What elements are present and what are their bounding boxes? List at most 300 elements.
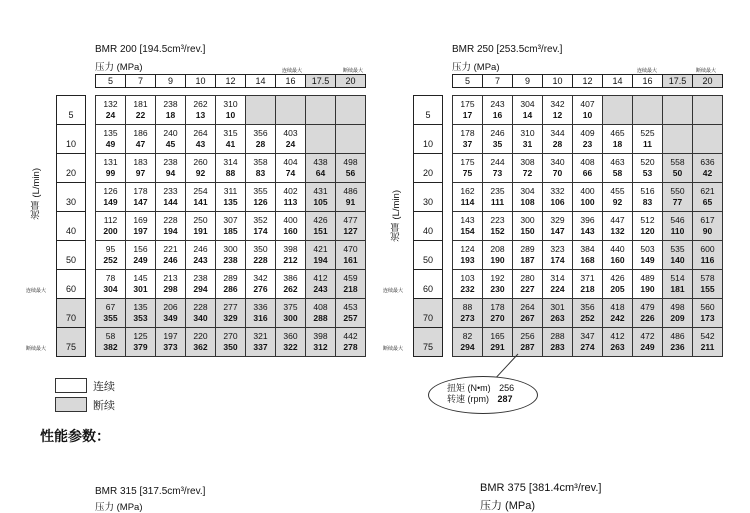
torque-value: 238 [193, 273, 208, 283]
speed-value: 161 [343, 255, 358, 265]
torque-value: 426 [313, 215, 328, 225]
speed-value: 174 [550, 255, 565, 265]
speed-value: 353 [133, 313, 148, 323]
torque-value: 175 [460, 99, 475, 109]
pressure-header-cell: 16 [276, 75, 306, 88]
speed-value: 151 [313, 226, 328, 236]
torque-value: 181 [133, 99, 148, 109]
speed-value: 31 [522, 139, 533, 149]
speed-value: 18 [612, 139, 623, 149]
data-cell [603, 212, 633, 241]
data-cell [126, 96, 156, 125]
torque-value: 514 [670, 273, 685, 283]
data-cell [453, 183, 483, 212]
torque-value: 264 [193, 128, 208, 138]
torque-value: 403 [283, 128, 298, 138]
speed-value: 99 [105, 168, 116, 178]
speed-value: 47 [135, 139, 146, 149]
speed-value: 200 [103, 226, 118, 236]
torque-value: 315 [223, 128, 238, 138]
torque-value: 463 [610, 157, 625, 167]
data-cell [336, 212, 366, 241]
data-cell [336, 96, 366, 125]
flow-row-label [57, 328, 86, 357]
data-cell [276, 270, 306, 299]
data-cell [513, 125, 543, 154]
speed-value: 83 [642, 197, 653, 207]
torque-value: 132 [103, 99, 118, 109]
speed-value: 45 [165, 139, 176, 149]
data-cell [246, 328, 276, 357]
data-cell [573, 125, 603, 154]
speed-value: 94 [165, 168, 176, 178]
data-cell [276, 125, 306, 154]
data-cell [573, 270, 603, 299]
torque-value: 400 [283, 215, 298, 225]
flow-inter-max-tag-left: 断续最大 [26, 346, 47, 352]
torque-value: 617 [700, 215, 715, 225]
torque-value: 360 [283, 331, 298, 341]
pressure-header-cell: 17.5 [306, 75, 336, 88]
data-cell [96, 299, 126, 328]
data-cell [573, 154, 603, 183]
torque-value: 308 [520, 157, 535, 167]
data-cell [156, 328, 186, 357]
data-cell [543, 270, 573, 299]
data-cell [216, 96, 246, 125]
speed-value: 100 [580, 197, 595, 207]
torque-value: 342 [550, 99, 565, 109]
speed-value: 160 [610, 255, 625, 265]
data-cell [573, 212, 603, 241]
data-cell [633, 328, 663, 357]
data-cell [126, 241, 156, 270]
table-row [96, 241, 366, 270]
data-cell [306, 125, 336, 154]
speed-value: 10 [225, 110, 236, 120]
speed-value: 257 [343, 313, 358, 323]
speed-value: 141 [193, 197, 208, 207]
torque-value: 386 [283, 273, 298, 283]
data-cell [633, 270, 663, 299]
data-cell [693, 183, 723, 212]
speed-value: 120 [640, 226, 655, 236]
table-row [453, 241, 723, 270]
speed-value: 273 [460, 313, 475, 323]
speed-value: 56 [345, 168, 356, 178]
speed-value: 349 [163, 313, 178, 323]
torque-value: 82 [462, 331, 473, 341]
torque-value: 233 [163, 186, 178, 196]
speed-value: 24 [285, 139, 296, 149]
data-cell [186, 299, 216, 328]
speed-value: 140 [670, 255, 685, 265]
data-cell [633, 212, 663, 241]
data-cell [336, 154, 366, 183]
pressure-header-cell: 9 [513, 75, 543, 88]
speed-value: 304 [103, 284, 118, 294]
speed-value: 35 [492, 139, 503, 149]
speed-value: 91 [345, 197, 356, 207]
table-row [96, 328, 366, 357]
speed-value: 291 [490, 342, 505, 352]
speed-value: 22 [135, 110, 146, 120]
flow-value: 10 [422, 139, 433, 149]
torque-value: 560 [700, 302, 715, 312]
data-cell [633, 96, 663, 125]
speed-value: 267 [520, 313, 535, 323]
flow-value: 5 [68, 110, 74, 120]
speed-value: 181 [670, 284, 685, 294]
torque-value: 465 [610, 128, 625, 138]
data-cell [543, 212, 573, 241]
flow-cont-max-tag-right: 连续最大 [383, 288, 404, 294]
data-cell [453, 212, 483, 241]
torque-value: 347 [580, 331, 595, 341]
torque-value: 344 [550, 128, 565, 138]
legend-intermittent-label: 断续 [93, 400, 115, 412]
flow-row-label [414, 183, 443, 212]
speed-value: 283 [550, 342, 565, 352]
torque-value: 125 [133, 331, 148, 341]
torque-value: 525 [640, 128, 655, 138]
speed-value: 13 [195, 110, 206, 120]
data-cell [276, 154, 306, 183]
speed-value: 205 [610, 284, 625, 294]
speed-value: 190 [640, 284, 655, 294]
table-row [96, 125, 366, 154]
torque-value: 301 [550, 302, 565, 312]
data-cell [246, 125, 276, 154]
data-cell [513, 154, 543, 183]
flow-row-label [414, 96, 443, 125]
data-cell [603, 125, 633, 154]
speed-value: 116 [700, 255, 715, 265]
pressure-unit-label-bottom-right: 压力 (MPa) [480, 500, 535, 512]
torque-value: 135 [133, 302, 148, 312]
torque-value: 400 [580, 186, 595, 196]
torque-value: 371 [580, 273, 595, 283]
table-row [96, 212, 366, 241]
pressure-header-cell: 9 [156, 75, 186, 88]
data-cell [126, 270, 156, 299]
speed-value: 190 [490, 255, 505, 265]
speed-value: 83 [255, 168, 266, 178]
speed-value: 114 [460, 197, 475, 207]
speed-value: 185 [223, 226, 238, 236]
data-cell [156, 183, 186, 212]
torque-value: 197 [163, 331, 178, 341]
data-cell [216, 212, 246, 241]
legend-continuous-swatch [55, 378, 87, 393]
data-cell [126, 212, 156, 241]
speed-value: 14 [522, 110, 533, 120]
flow-unit-label-right: 流量 (L/min) [391, 190, 402, 242]
callout-torque-value: 256 [499, 383, 515, 393]
flow-column-right [413, 95, 443, 357]
speed-value: 108 [520, 197, 535, 207]
data-cell [483, 270, 513, 299]
data-cell [543, 241, 573, 270]
data-cell [633, 125, 663, 154]
speed-value: 294 [193, 284, 208, 294]
torque-value: 135 [103, 128, 118, 138]
torque-value: 264 [520, 302, 535, 312]
flow-row-label [57, 154, 86, 183]
flow-value: 10 [65, 139, 76, 149]
data-cell [276, 328, 306, 357]
speed-value: 149 [640, 255, 655, 265]
torque-value: 220 [193, 331, 208, 341]
torque-value: 260 [193, 157, 208, 167]
data-cell [336, 241, 366, 270]
data-cell [306, 270, 336, 299]
speed-value: 382 [103, 342, 118, 352]
torque-value: 228 [193, 302, 208, 312]
speed-value: 49 [105, 139, 116, 149]
speed-value: 143 [580, 226, 595, 236]
data-cell [693, 299, 723, 328]
torque-value: 254 [193, 186, 208, 196]
data-cell [543, 154, 573, 183]
data-cell [246, 183, 276, 212]
torque-value: 246 [193, 244, 208, 254]
speed-value: 242 [610, 313, 625, 323]
torque-value: 453 [343, 302, 358, 312]
speed-value: 18 [165, 110, 176, 120]
data-cell [186, 241, 216, 270]
flow-value: 60 [422, 284, 433, 294]
performance-table-bmr250 [452, 95, 723, 357]
speed-value: 106 [550, 197, 565, 207]
data-cell [693, 241, 723, 270]
speed-value: 43 [195, 139, 206, 149]
speed-value: 12 [552, 110, 563, 120]
performance-table-bmr200 [95, 95, 366, 357]
flow-row-label [57, 241, 86, 270]
data-cell [216, 270, 246, 299]
torque-value: 213 [163, 273, 178, 283]
data-cell [633, 299, 663, 328]
torque-value: 256 [520, 331, 535, 341]
data-cell [663, 154, 693, 183]
speed-value: 28 [255, 139, 266, 149]
data-cell [96, 328, 126, 357]
pressure-header-cell: 17.5 [663, 75, 693, 88]
speed-value: 276 [253, 284, 268, 294]
speed-value: 329 [223, 313, 238, 323]
flow-value: 30 [65, 197, 76, 207]
speed-value: 174 [253, 226, 268, 236]
speed-value: 149 [103, 197, 118, 207]
data-cell [96, 212, 126, 241]
data-cell [483, 125, 513, 154]
speed-value: 243 [313, 284, 328, 294]
section-heading: 性能参数： [40, 428, 110, 444]
data-cell [156, 270, 186, 299]
data-cell [96, 125, 126, 154]
data-cell [483, 299, 513, 328]
torque-value: 178 [133, 186, 148, 196]
data-cell [513, 270, 543, 299]
speed-value: 155 [700, 284, 715, 294]
torque-value: 498 [343, 157, 358, 167]
torque-value: 535 [670, 244, 685, 254]
speed-value: 90 [702, 226, 713, 236]
torque-value: 350 [253, 244, 268, 254]
speed-value: 24 [105, 110, 116, 120]
flow-row-label [57, 183, 86, 212]
flow-value: 20 [65, 168, 76, 178]
data-cell [543, 125, 573, 154]
torque-value: 512 [640, 215, 655, 225]
torque-value: 156 [133, 244, 148, 254]
speed-value: 286 [223, 284, 238, 294]
speed-value: 105 [313, 197, 328, 207]
speed-value: 224 [550, 284, 565, 294]
speed-value: 110 [670, 226, 685, 236]
data-cell [186, 154, 216, 183]
torque-value: 600 [700, 244, 715, 254]
data-cell [573, 299, 603, 328]
speed-value: 287 [520, 342, 535, 352]
speed-value: 66 [582, 168, 593, 178]
data-cell [186, 328, 216, 357]
speed-value: 212 [283, 255, 298, 265]
data-cell [216, 328, 246, 357]
torque-value: 375 [283, 302, 298, 312]
torque-value: 178 [460, 128, 475, 138]
data-cell [453, 270, 483, 299]
flow-value: 20 [422, 168, 433, 178]
torque-value: 131 [103, 157, 118, 167]
torque-value: 472 [640, 331, 655, 341]
table-row [453, 299, 723, 328]
speed-value: 150 [520, 226, 535, 236]
data-cell [573, 241, 603, 270]
data-cell [306, 328, 336, 357]
data-cell [663, 125, 693, 154]
inter-max-tag-left: 断续最大 [343, 68, 364, 74]
speed-value: 252 [103, 255, 118, 265]
speed-value: 355 [103, 313, 118, 323]
torque-value: 277 [223, 302, 238, 312]
torque-value: 67 [105, 302, 116, 312]
pressure-header-cell: 10 [543, 75, 573, 88]
speed-value: 274 [580, 342, 595, 352]
torque-value: 162 [460, 186, 475, 196]
torque-value: 228 [163, 215, 178, 225]
speed-value: 147 [550, 226, 565, 236]
torque-value: 58 [105, 331, 116, 341]
data-cell [126, 125, 156, 154]
torque-value: 304 [520, 186, 535, 196]
pressure-header-cell: 20 [336, 75, 366, 88]
torque-value: 498 [670, 302, 685, 312]
torque-value: 336 [253, 302, 268, 312]
speed-value: 88 [225, 168, 236, 178]
speed-value: 77 [672, 197, 683, 207]
data-cell [336, 125, 366, 154]
data-cell [186, 270, 216, 299]
data-cell [246, 96, 276, 125]
speed-value: 218 [580, 284, 595, 294]
legend-intermittent-swatch [55, 397, 87, 412]
pressure-header-cell: 7 [126, 75, 156, 88]
torque-value: 186 [133, 128, 148, 138]
speed-value: 379 [133, 342, 148, 352]
table-row [453, 154, 723, 183]
torque-value: 412 [610, 331, 625, 341]
flow-column-left [56, 95, 86, 357]
flow-value: 50 [422, 255, 433, 265]
speed-value: 73 [492, 168, 503, 178]
speed-value: 246 [163, 255, 178, 265]
callout-speed-value: 287 [497, 394, 513, 404]
torque-value: 103 [460, 273, 475, 283]
data-cell [573, 183, 603, 212]
speed-value: 194 [313, 255, 328, 265]
data-cell [483, 241, 513, 270]
torque-value: 402 [283, 186, 298, 196]
data-cell [246, 154, 276, 183]
torque-value: 314 [550, 273, 565, 283]
speed-value: 236 [670, 342, 685, 352]
speed-value: 243 [193, 255, 208, 265]
data-cell [453, 299, 483, 328]
speed-value: 322 [283, 342, 298, 352]
speed-value: 53 [642, 168, 653, 178]
data-cell [96, 270, 126, 299]
pressure-header-right [452, 74, 723, 88]
data-cell [513, 299, 543, 328]
torque-value: 238 [163, 99, 178, 109]
flow-row-label [414, 154, 443, 183]
callout-speed-label: 转速 (rpm) [447, 394, 489, 404]
flow-value: 5 [425, 110, 431, 120]
speed-value: 37 [462, 139, 473, 149]
torque-value: 250 [193, 215, 208, 225]
speed-value: 191 [193, 226, 208, 236]
speed-value: 154 [460, 226, 475, 236]
torque-value: 440 [610, 244, 625, 254]
torque-value: 288 [550, 331, 565, 341]
speed-value: 294 [460, 342, 475, 352]
pressure-header-cell: 12 [573, 75, 603, 88]
data-cell [453, 154, 483, 183]
pressure-header-cell: 12 [216, 75, 246, 88]
data-cell [156, 125, 186, 154]
cont-max-tag-right: 连续最大 [637, 68, 658, 74]
flow-unit-label-left: 流量 (L/min) [31, 168, 42, 220]
table-row [453, 125, 723, 154]
torque-value: 442 [343, 331, 358, 341]
speed-value: 197 [133, 226, 148, 236]
data-cell [96, 183, 126, 212]
torque-value: 270 [223, 331, 238, 341]
torque-value: 384 [580, 244, 595, 254]
speed-value: 194 [163, 226, 178, 236]
data-cell [246, 241, 276, 270]
pressure-header-cell: 14 [246, 75, 276, 88]
torque-value: 421 [313, 244, 328, 254]
torque-value: 358 [253, 157, 268, 167]
data-cell [126, 299, 156, 328]
torque-value: 412 [313, 273, 328, 283]
speed-value: 300 [283, 313, 298, 323]
data-cell [186, 212, 216, 241]
data-cell [603, 270, 633, 299]
